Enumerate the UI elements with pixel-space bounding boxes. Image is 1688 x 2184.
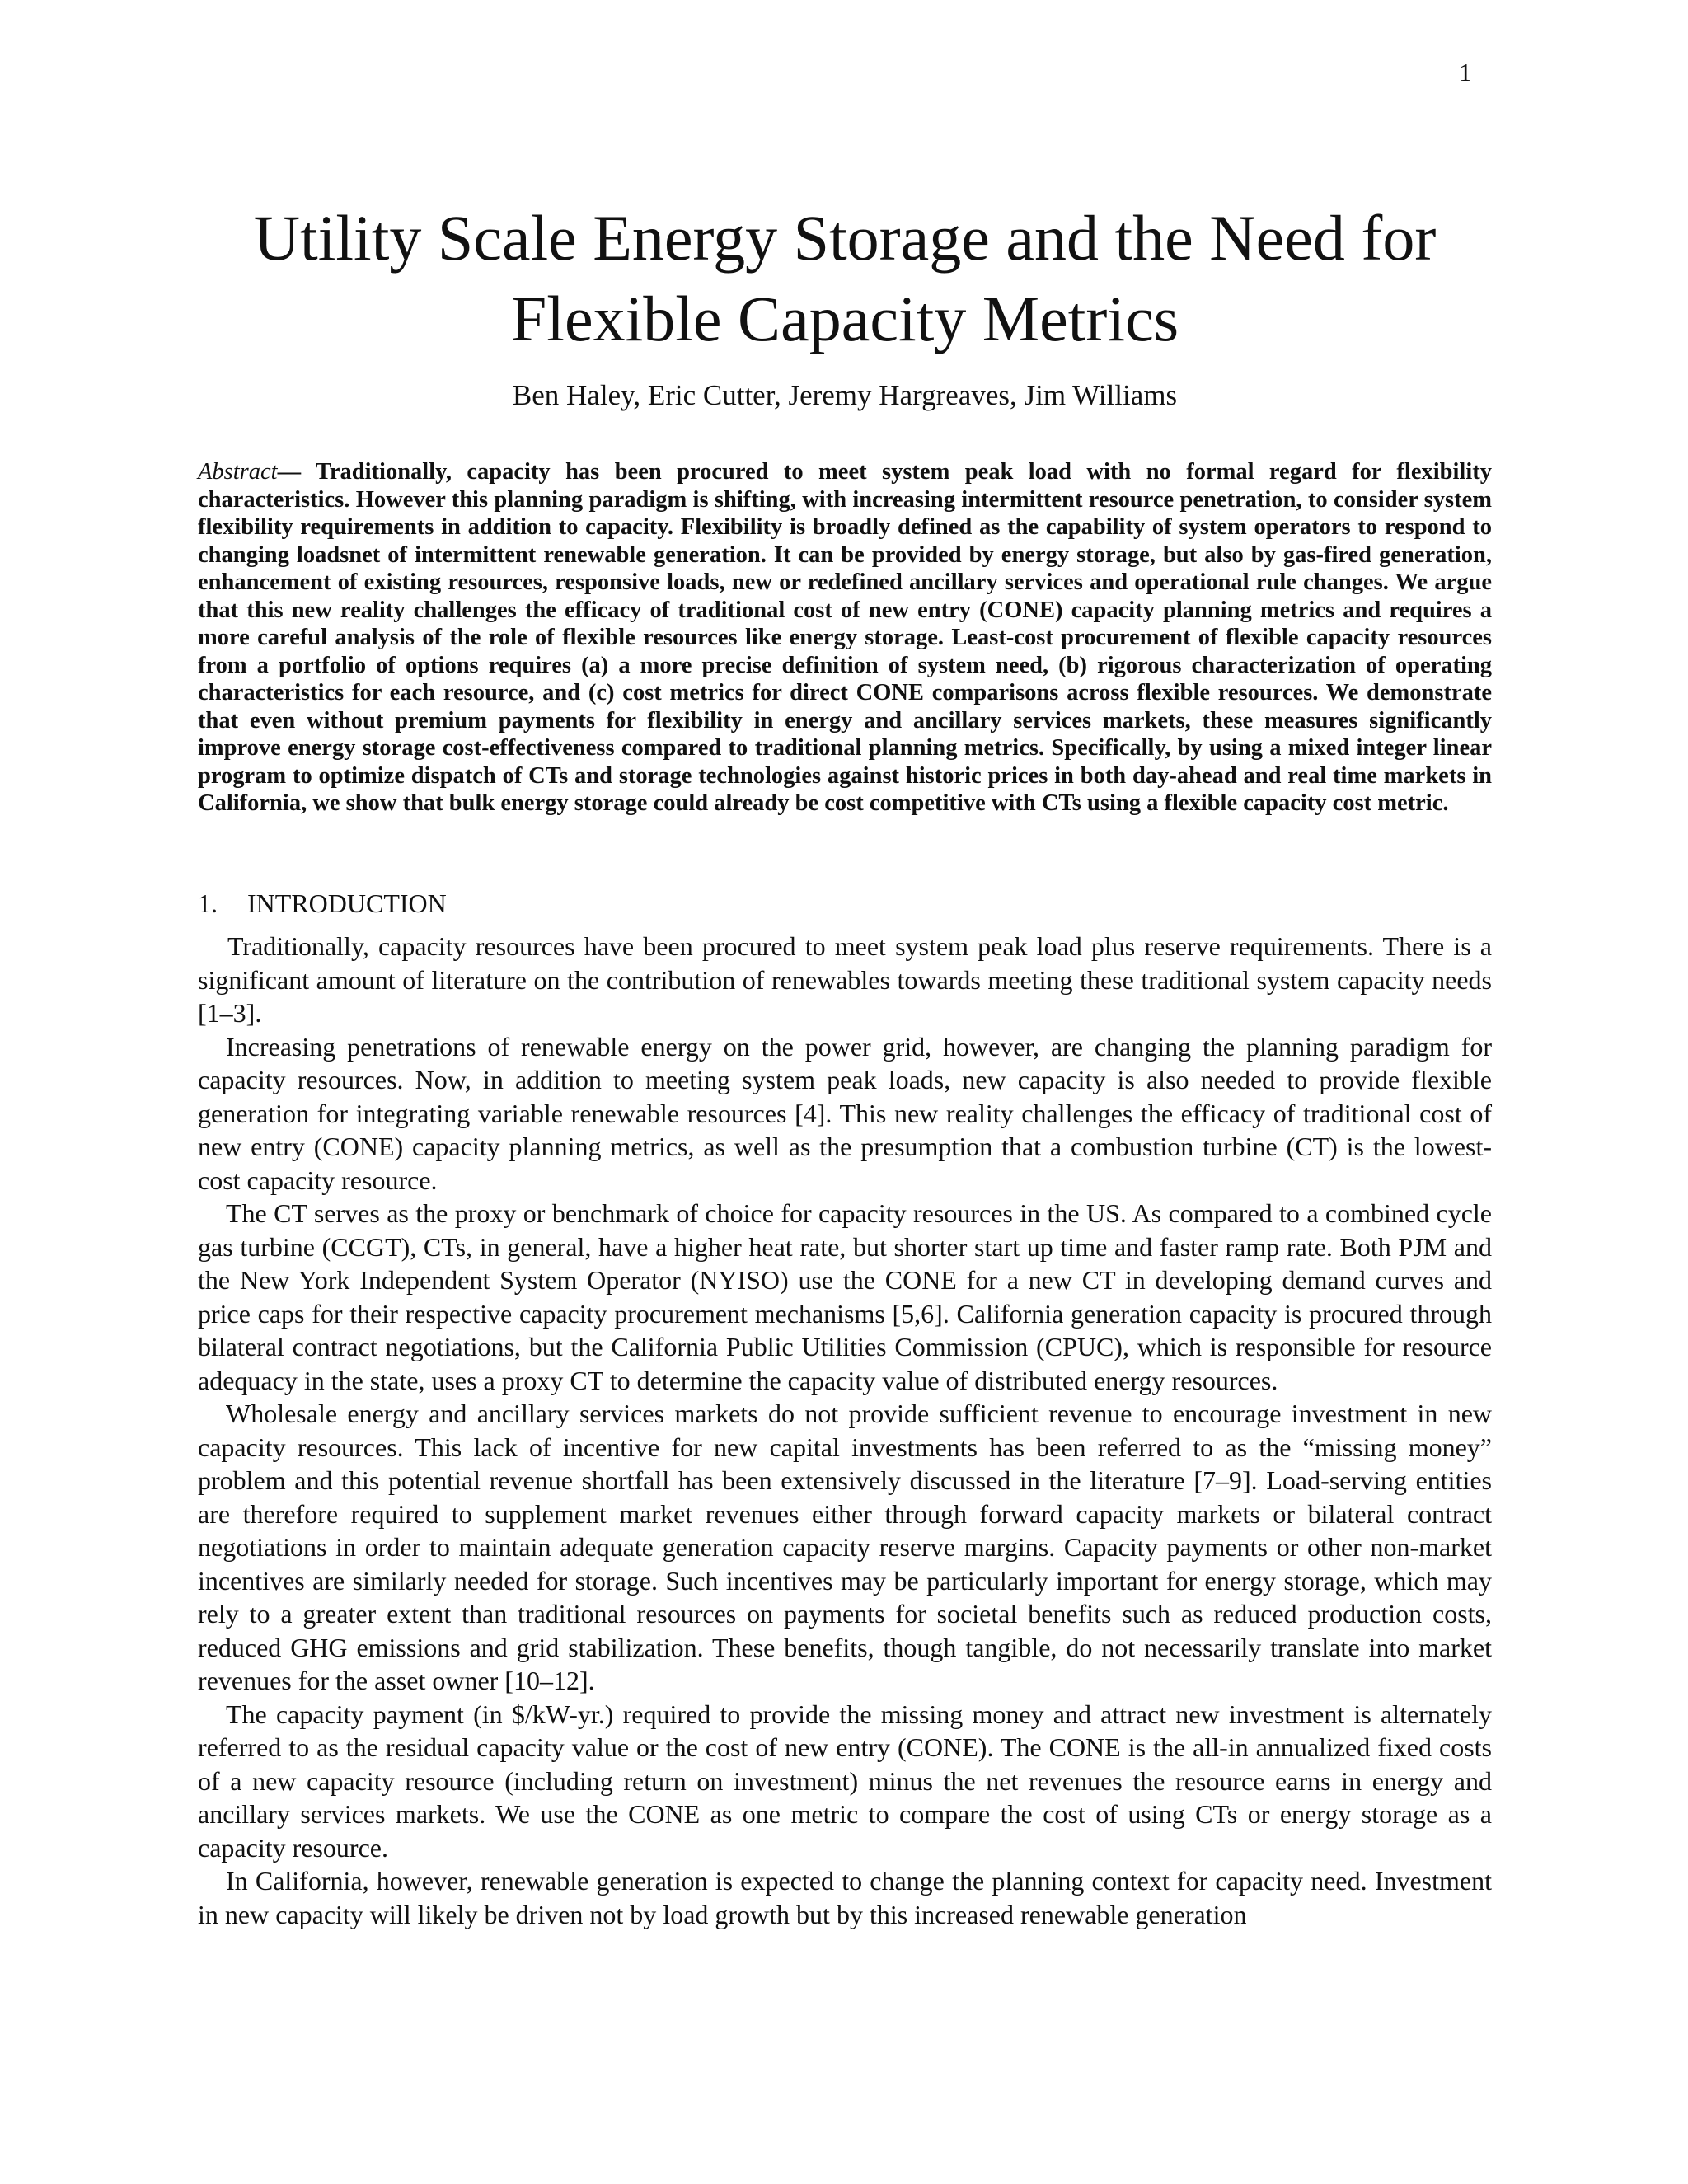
paragraph: Wholesale energy and ancillary services markets do not provide sufficient revenue to encourage investment in new capacity resources. This lack of incentive for new capital investments has been referred to as the “missing money” problem and this potential revenue shortfall has been extensively discussed in the literature [7–9]. Load-serving entities are therefore required to supplement market revenues either through forward capacity markets or bilateral contract negotiations in order to maintain adequate generation capacity reserve margins. Capacity payments or other non-market incentives are similarly needed for storage. Such incentives may be particularly important for energy storage, which may rely to a greater extent than traditional resources on payments for societal benefits such as reduced production costs, reduced GHG emissions and grid stabilization. These benefits, though tangible, do not necessarily translate into market revenues for the asset owner [10–12]. <box>198 1399 1492 1695</box>
section-number: 1. <box>198 888 218 918</box>
section-title: INTRODUCTION <box>247 888 447 918</box>
paragraph: Increasing penetrations of renewable energy on the power grid, however, are changing the planning paradigm for capacity resources. Now, in addition to meeting system peak loads, new capacity is also needed to provide flexible generation for integrating variable renewable resources [4]. This new reality challenges the efficacy of traditional cost of new entry (CONE) capacity planning metrics, as well as the presumption that a combustion turbine (CT) is the lowest-cost capacity resource. <box>198 1031 1492 1195</box>
paper-title: Utility Scale Energy Storage and the Need for Flexible Capacity Metrics <box>253 202 1437 354</box>
paragraph: The CT serves as the proxy or benchmark of choice for capacity resources in the US. As compared to a combined cycle gas turbine (CCGT), CTs, in general, have a higher heat rate, but shorter start up time and faster ramp rate. Both PJM and the New York Independent System Operator (NYISO) use the CONE for a new CT in developing demand curves and price caps for their respective capacity procurement mechanisms [5,6]. California generation capacity is procured through bilateral contract negotiations, but the California Public Utilities Commission (CPUC), which is responsible for resource adequacy in the state, uses a proxy CT to determine the capacity value of distributed energy resources. <box>198 1198 1492 1395</box>
abstract-label: Abstract <box>198 459 278 485</box>
paragraph: In California, however, renewable generation is expected to change the planning context for capacity need. Investment in new capacity will likely be driven not by load growth but by this increased renewable generation <box>198 1866 1492 1929</box>
abstract <box>198 458 1492 818</box>
author-list: Ben Haley, Eric Cutter, Jeremy Hargreaves, Jim Williams <box>512 379 1178 411</box>
abstract-text: — Traditionally, capacity has been procured to meet system peak load with no formal regard for flexibility characteristics. However this planning paradigm is shifting, with increasing intermittent resource penetration, to consider system flexibility requirements in addition to capacity. Flexibility is broadly defined as the capability of system operators to respond to changing loadsnet of intermittent renewable generation. It can be provided by energy storage, but also by gas-fired generation, enhancement of existing resources, responsive loads, new or redefined ancillary services and operational rule changes. We argue that this new reality challenges the efficacy of traditional cost of new entry (CONE) capacity planning metrics and requires a more careful analysis of the role of flexible resources like energy storage. Least-cost procurement of flexible capacity resources from a portfolio of options requires (a) a more precise definition of system need, (b) rigorous characterization of operating characteristics for each resource, and (c) cost metrics for direct CONE comparisons across flexible resources. We demonstrate that even without premium payments for flexibility in energy and ancillary services markets, these measures significantly improve energy storage cost-effectiveness compared to traditional planning metrics. Specifically, by using a mixed integer linear program to optimize dispatch of CTs and storage technologies against historic prices in both day-ahead and real time markets in California, we show that bulk energy storage could already be cost competitive with CTs using a flexible capacity cost metric. <box>198 459 1492 816</box>
page-number: 1 <box>1459 58 1472 87</box>
section-heading <box>198 888 447 919</box>
paragraph: Traditionally, capacity resources have been procured to meet system peak load plus reserve requirements. There is a significant amount of literature on the contribution of renewables towards meeting these traditional system capacity needs [1–3]. <box>198 931 1492 1028</box>
paragraph: The capacity payment (in $/kW-yr.) required to provide the missing money and attract new investment is alternately referred to as the residual capacity value or the cost of new entry (CONE). The CONE is the all-in annualized fixed costs of a new capacity resource (including return on investment) minus the net revenues the resource earns in energy and ancillary services markets. We use the CONE as one metric to compare the cost of using CTs or energy storage as a capacity resource. <box>198 1699 1492 1863</box>
body-text <box>198 930 1492 1931</box>
